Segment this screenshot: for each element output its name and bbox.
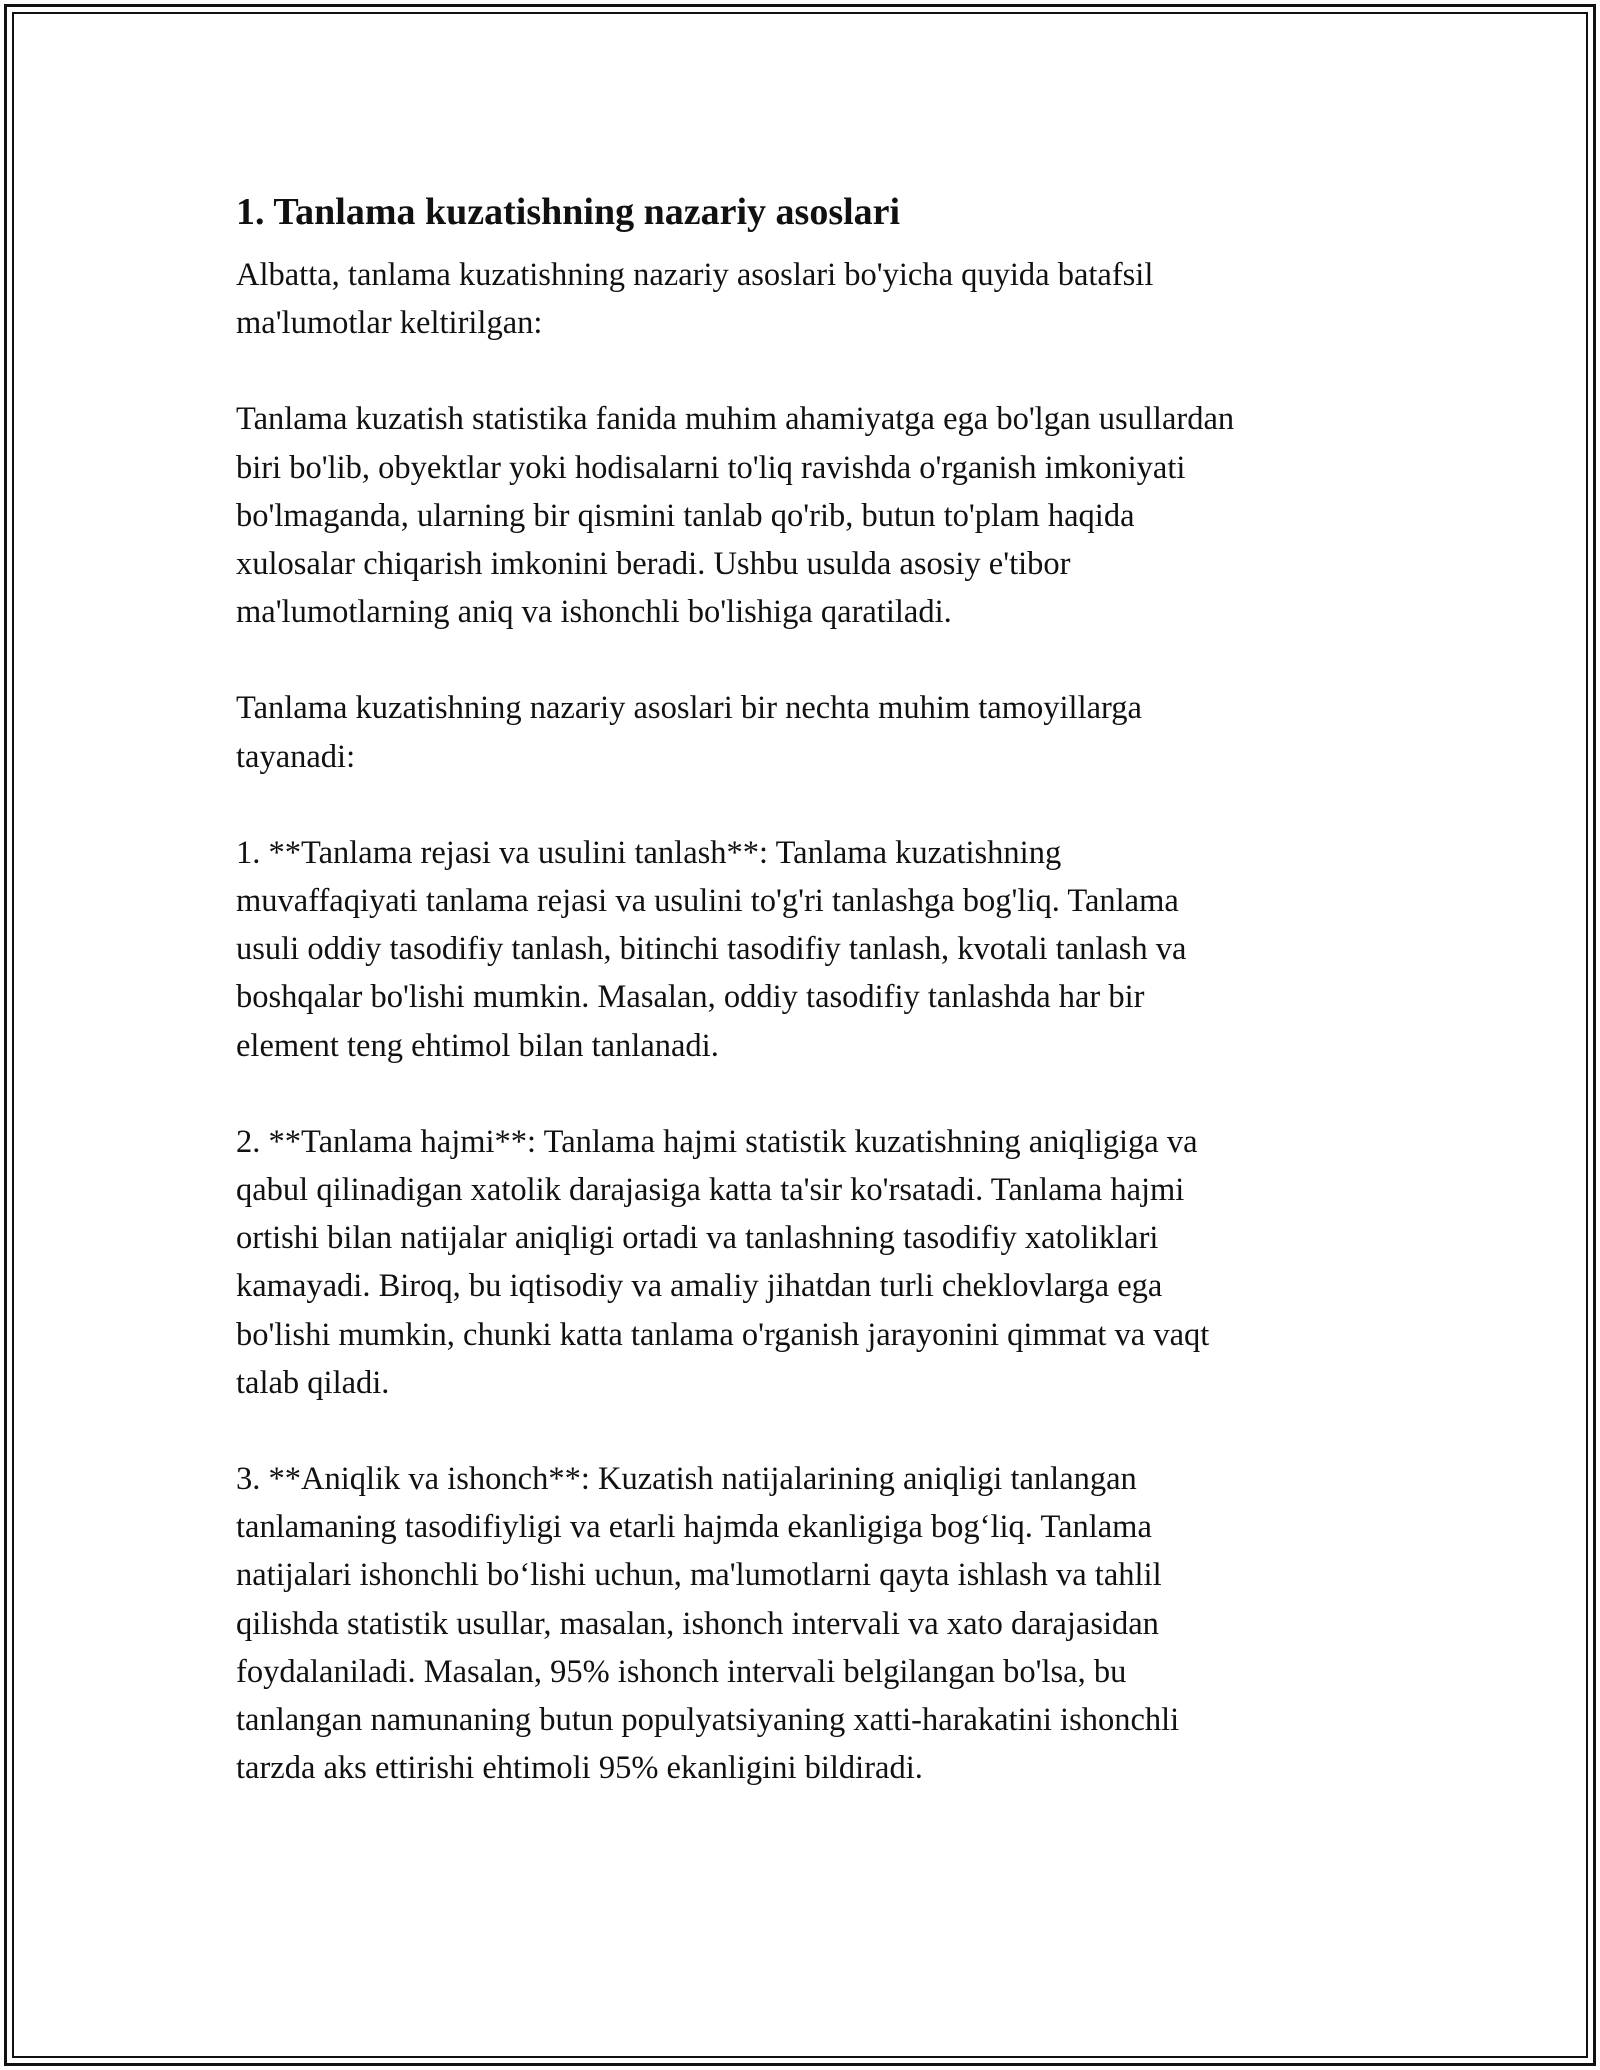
principle-item-1: 1. **Tanlama rejasi va usulini tanlash**: Tanlama kuzatishning muvaffaqiyati tanlama rejasi va usulini to'g'ri tanlashga bog'liq. Tanlama usuli oddiy tasodifiy tanlash, bitinchi tasodifiy tanlash, kvotali tanlash va boshqalar bo'lishi mumkin. Masalan, oddiy tasodifiy tanlashda har bir element teng ehtimol bilan tanlanadi. <box>236 834 1187 1064</box>
definition-paragraph: Tanlama kuzatish statistika fanida muhim ahamiyatga ega bo'lgan usullardan biri bo'lib, obyektlar yoki hodisalarni to'liq ravishda o'rganish imkoniyati bo'lmaganda, ularning bir qismini tanlab qo'rib, butun to'plam haqida xulosalar chiqarish imkonini beradi. Ushbu usulda asosiy e'tibor ma'lumotlarning aniq va ishonchli bo'lishiga qaratiladi. <box>236 401 1235 631</box>
section-heading: 1. Tanlama kuzatishning nazariy asoslari <box>236 191 901 233</box>
principles-intro-paragraph: Tanlama kuzatishning nazariy asoslari bir nechta muhim tamoyillarga tayanadi: <box>236 690 1142 775</box>
document-body <box>236 185 1376 1792</box>
principle-item-2: 2. **Tanlama hajmi**: Tanlama hajmi statistik kuzatishning aniqligiga va qabul qilinadigan xatolik darajasiga katta ta'sir ko'rsatadi. Tanlama hajmi ortishi bilan natijalar aniqligi ortadi va tanlashning tasodifiy xatoliklari kamayadi. Biroq, bu iqtisodiy va amaliy jihatdan turli cheklovlarga ega bo'lishi mumkin, chunki katta tanlama o'rganish jarayonini qimmat va vaqt talab qiladi. <box>236 1123 1210 1401</box>
intro-paragraph: Albatta, tanlama kuzatishning nazariy asoslari bo'yicha quyida batafsil ma'lumotlar keltirilgan: <box>236 257 1154 342</box>
principle-item-3: 3. **Aniqlik va ishonch**: Kuzatish natijalarining aniqligi tanlangan tanlamaning tasodifiyligi va etarli hajmda ekanligiga bog‘liq. Tanlama natijalari ishonchli bo‘lishi uchun, ma'lumotlarni qayta ishlash va tahlil qilishda statistik usullar, masalan, ishonch intervali va xato darajasidan foydalaniladi. Masalan, 95% ishonch intervali belgilangan bo'lsa, bu tanlangan namunaning butun populyatsiyaning xatti-harakatini ishonchli tarzda aks ettirishi ehtimoli 95% ekanligini bildiradi. <box>236 1461 1180 1787</box>
